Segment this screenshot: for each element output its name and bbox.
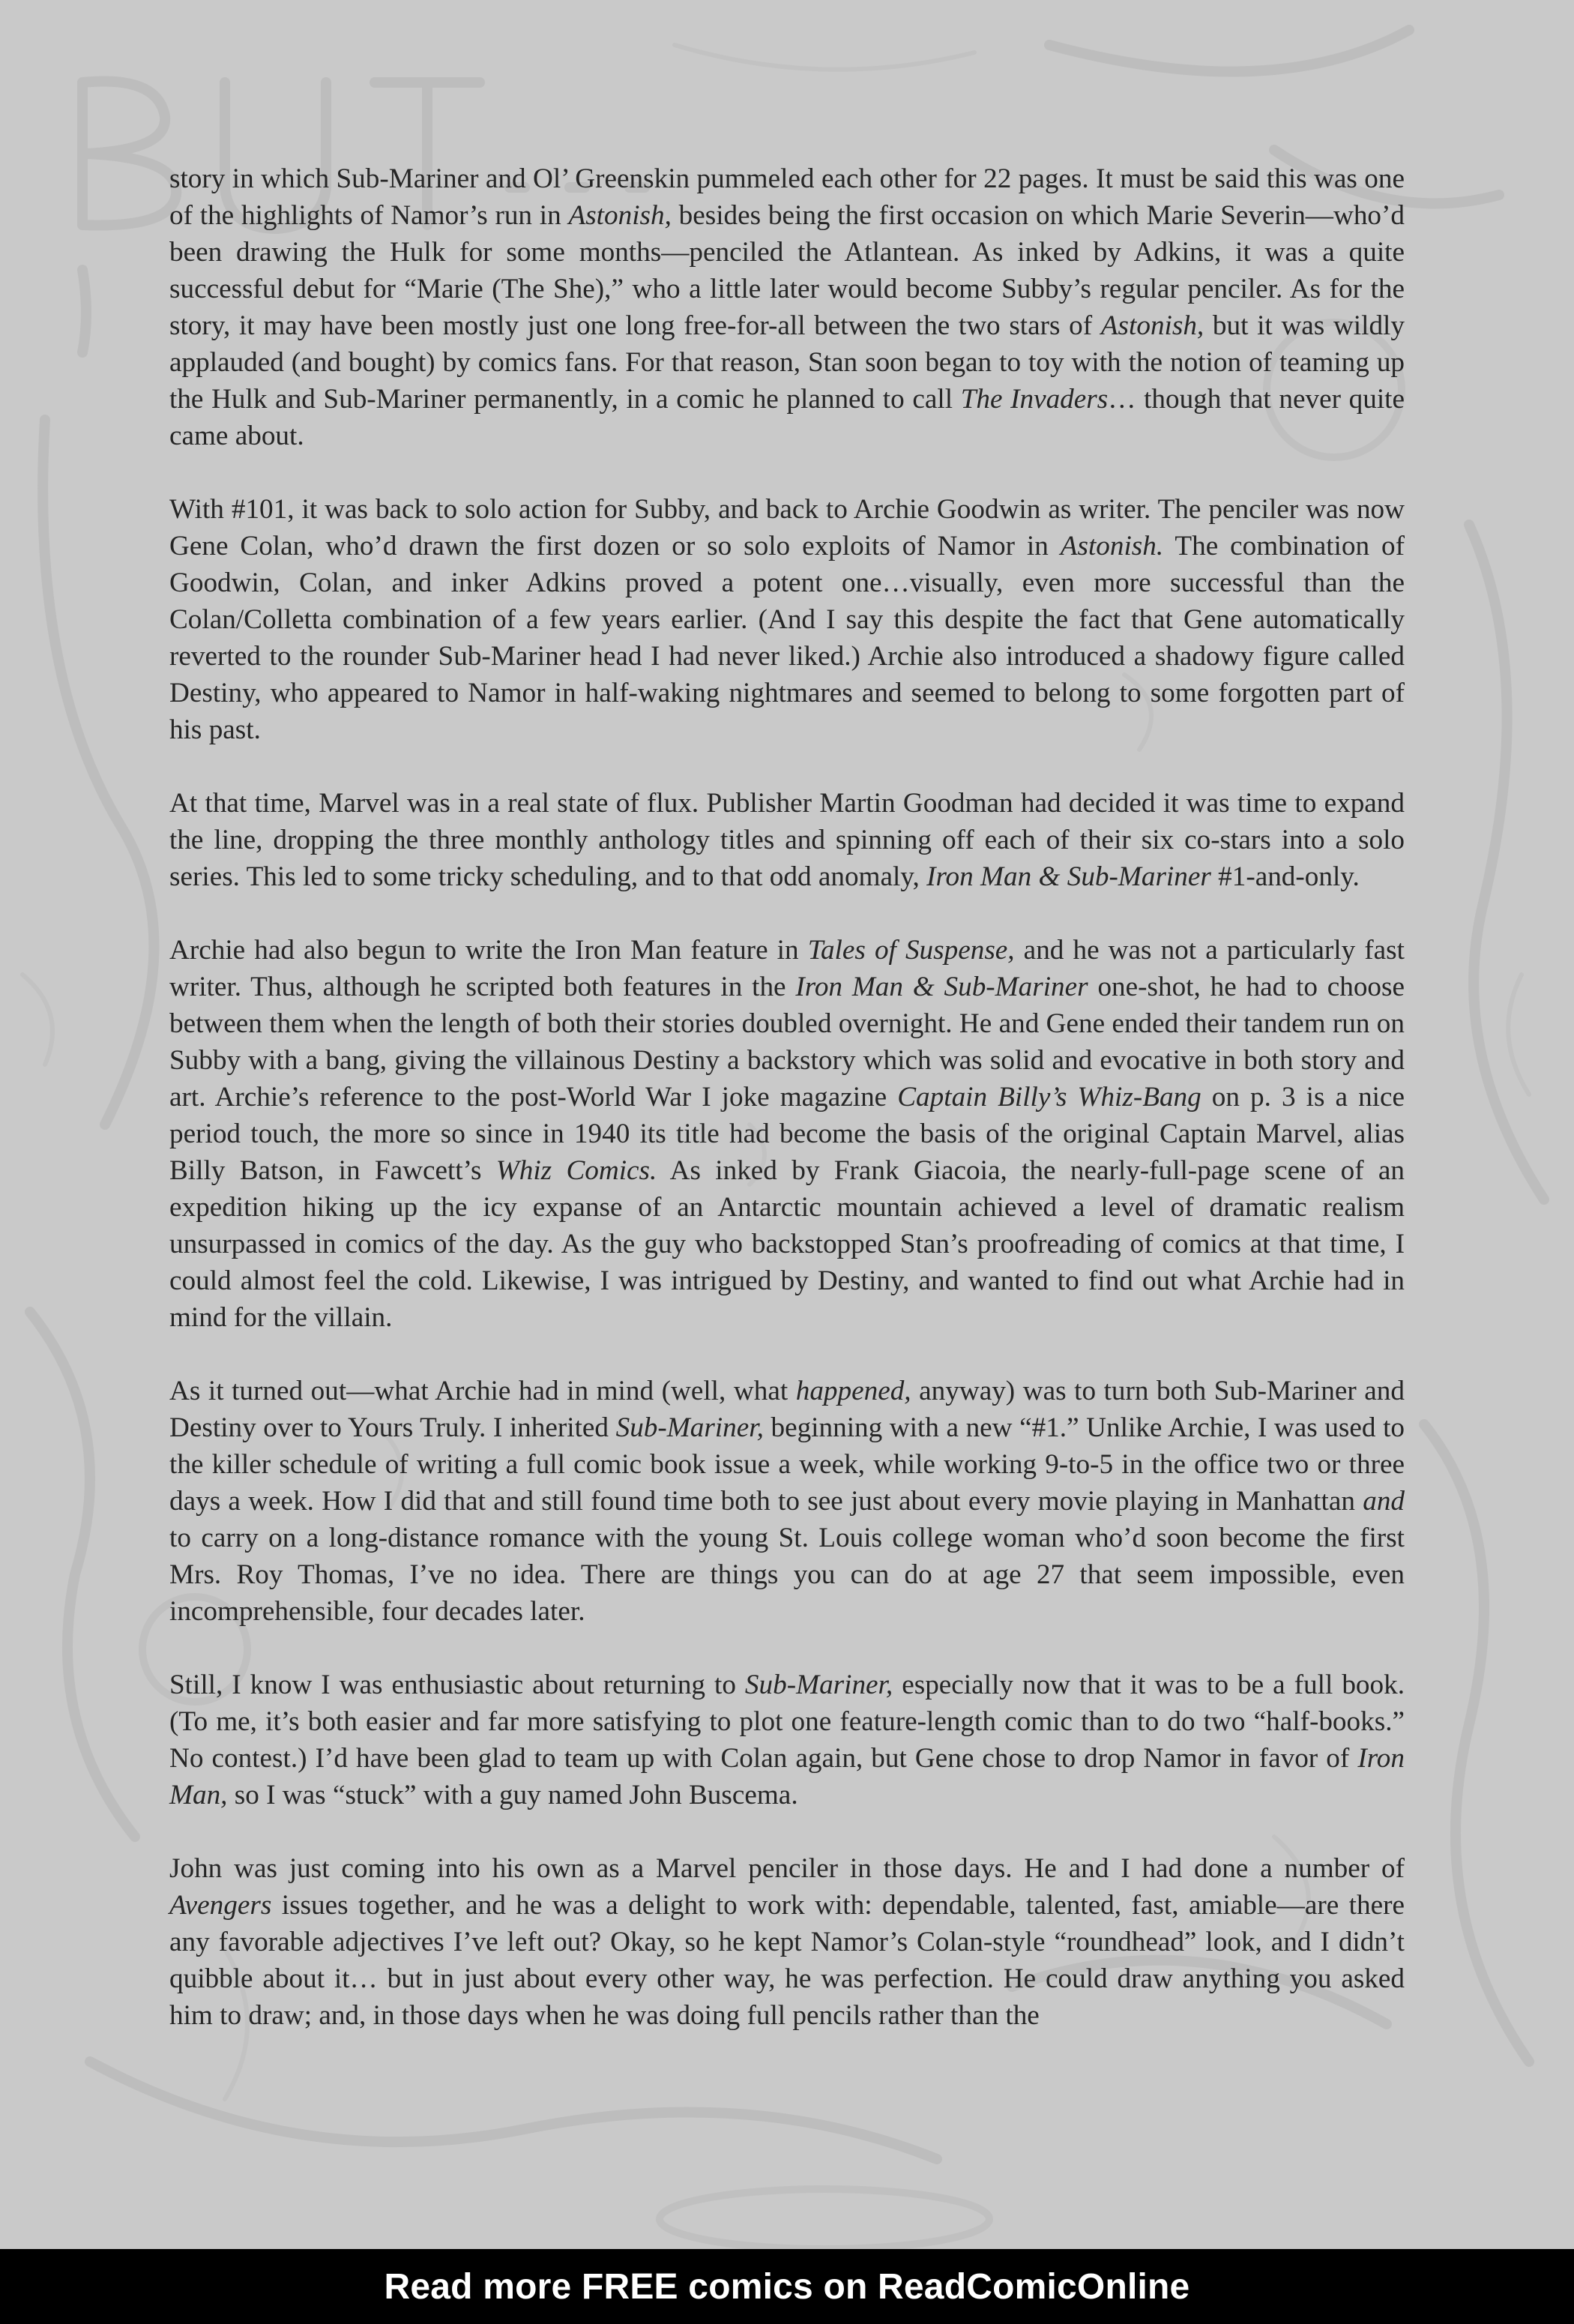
paragraph-text: As inked by Frank Giacoia, the nearly-full-page scene of an expedition hiking up the icy expanse of an Antarctic mountain achieved a level of dramatic realism unsurpassed in comics of the day. As the guy who backstopped Stan’s proofreading of comics at that time, I could almost feel the cold. Likewise, I was intrigued by Destiny, and wanted to find out what Archie had in mind for the villain. [169, 1155, 1405, 1333]
italic-title-text: Iron Man, [169, 1743, 1405, 1810]
italic-title-text: Astonish. [1060, 531, 1164, 562]
italic-title-text: Astonish, [568, 200, 672, 231]
article-paragraph [169, 932, 1405, 1336]
article-body [169, 160, 1405, 2034]
paragraph-text: anyway) was to turn both Sub-Mariner and Destiny over to Yours Truly. I inherited [169, 1376, 1405, 1443]
paragraph-text: At that time, Marvel was in a real state of flux. Publisher Martin Goodman had decided it was time to expand the line, dropping the three monthly anthology titles and spinning off each of their six co-stars into a solo series. This led to some tricky scheduling, and to that odd anomaly, [169, 788, 1405, 892]
paragraph-text: one-shot, he had to choose between them when the length of both their stories doubled overnight. He and Gene ended their tandem run on Subby with a bang, giving the villainous Destiny a backstory which was solid and evocative in both story and art. Archie’s reference to the post-World War I joke magazine [169, 972, 1405, 1113]
article-paragraph [169, 1373, 1405, 1630]
paragraph-text: besides being the first occasion on which Marie Severin—who’d been drawing the Hulk for some months—penciled the Atlantean. As inked by Adkins, it was a quite successful debut for “Marie (The She),” who a little later would become Subby’s regular penciler. As for the story, it may have been mostly just one long free-for-all between the two stars of [169, 200, 1405, 341]
paragraph-text: but it was wildly applauded (and bought) by comics fans. For that reason, Stan soon began to toy with the notion of teaming up the Hulk and Sub-Mariner permanently, in a comic he planned to call [169, 310, 1405, 415]
article-paragraph [169, 160, 1405, 454]
italic-title-text: Iron Man & Sub-Mariner [795, 972, 1088, 1002]
paragraph-text: John was just coming into his own as a Marvel penciler in those days. He and I had done a number of [169, 1853, 1405, 1884]
italic-title-text: The Invaders [960, 384, 1109, 415]
italic-title-text: and [1363, 1486, 1405, 1517]
paragraph-text: issues together, and he was a delight to work with: dependable, talented, fast, amiable—are there any favorable adjectives I’ve left out? Okay, so he kept Namor’s Colan-style “roundhead” look, and I didn’t quibble about it… but in just about every other way, he was perfection. He could draw anything you asked him to draw; and, in those days when he was doing full pencils rather than the [169, 1890, 1405, 2031]
paragraph-text: Still, I know I was enthusiastic about returning to [169, 1670, 745, 1700]
italic-title-text: Sub-Mariner, [615, 1412, 764, 1443]
paragraph-text: … though that never quite came about. [169, 384, 1405, 451]
article-paragraph [169, 1667, 1405, 1813]
paragraph-text: beginning with a new “#1.” Unlike Archie, I was used to the killer schedule of writing a full comic book issue a week, while working 9-to-5 in the office two or three days a week. How I did that and still found time both to see just about every movie playing in Manhattan [169, 1412, 1405, 1517]
footer-link-text[interactable]: Read more FREE comics on ReadComicOnline [384, 2266, 1190, 2307]
article-paragraph [169, 491, 1405, 748]
italic-title-text: happened, [795, 1376, 911, 1406]
paragraph-text: The combination of Goodwin, Colan, and inker Adkins proved a potent one…visually, even more successful than the Colan/Colletta combination of a few years earlier. (And I say this despite the fact that Gene automatically reverted to the rounder Sub-Mariner head I had never liked.) Archie also introduced a shadowy figure called Destiny, who appeared to Namor in half-waking nightmares and seemed to belong to some forgotten part of his past. [169, 531, 1405, 745]
italic-title-text: Astonish, [1100, 310, 1204, 341]
italic-title-text: Avengers [169, 1890, 272, 1921]
paragraph-text: especially now that it was to be a full book. (To me, it’s both easier and far more satisfying to plot one feature-length comic than to do two “half-books.” No contest.) I’d have been glad to team up with Colan again, but Gene chose to drop Namor in favor of [169, 1670, 1405, 1774]
italic-title-text: Whiz Comics. [495, 1155, 657, 1186]
footer-banner[interactable] [0, 2249, 1574, 2324]
italic-title-text: Captain Billy’s Whiz-Bang [897, 1082, 1201, 1113]
paragraph-text: and he was not a particularly fast writer. Thus, although he scripted both features in the [169, 935, 1405, 1002]
paragraph-text: With #101, it was back to solo action for Subby, and back to Archie Goodwin as writer. The penciler was now Gene Colan, who’d drawn the first dozen or so solo exploits of Namor in [169, 494, 1405, 562]
paragraph-text: on p. 3 is a nice period touch, the more so since in 1940 its title had become the basis of the original Captain Marvel, alias Billy Batson, in Fawcett’s [169, 1082, 1405, 1186]
italic-title-text: Iron Man & Sub-Mariner [926, 861, 1211, 892]
paragraph-text: Archie had also begun to write the Iron Man feature in [169, 935, 808, 966]
article-paragraph [169, 785, 1405, 895]
paragraph-text: As it turned out—what Archie had in mind (well, what [169, 1376, 796, 1406]
italic-title-text: Tales of Suspense, [807, 935, 1015, 966]
paragraph-text: story in which Sub-Mariner and Ol’ Greenskin pummeled each other for 22 pages. It must be said this was one of the highlights of Namor’s run in [169, 163, 1405, 231]
article-paragraph [169, 1850, 1405, 2034]
paragraph-text: to carry on a long-distance romance with the young St. Louis college woman who’d soon become the first Mrs. Roy Thomas, I’ve no idea. There are things you can do at age 27 that seem impossible, even incomprehensible, four decades later. [169, 1523, 1405, 1627]
italic-title-text: Sub-Mariner, [744, 1670, 893, 1700]
paragraph-text: so I was “stuck” with a guy named John Buscema. [227, 1780, 798, 1810]
paragraph-text: #1-and-only. [1210, 861, 1360, 892]
